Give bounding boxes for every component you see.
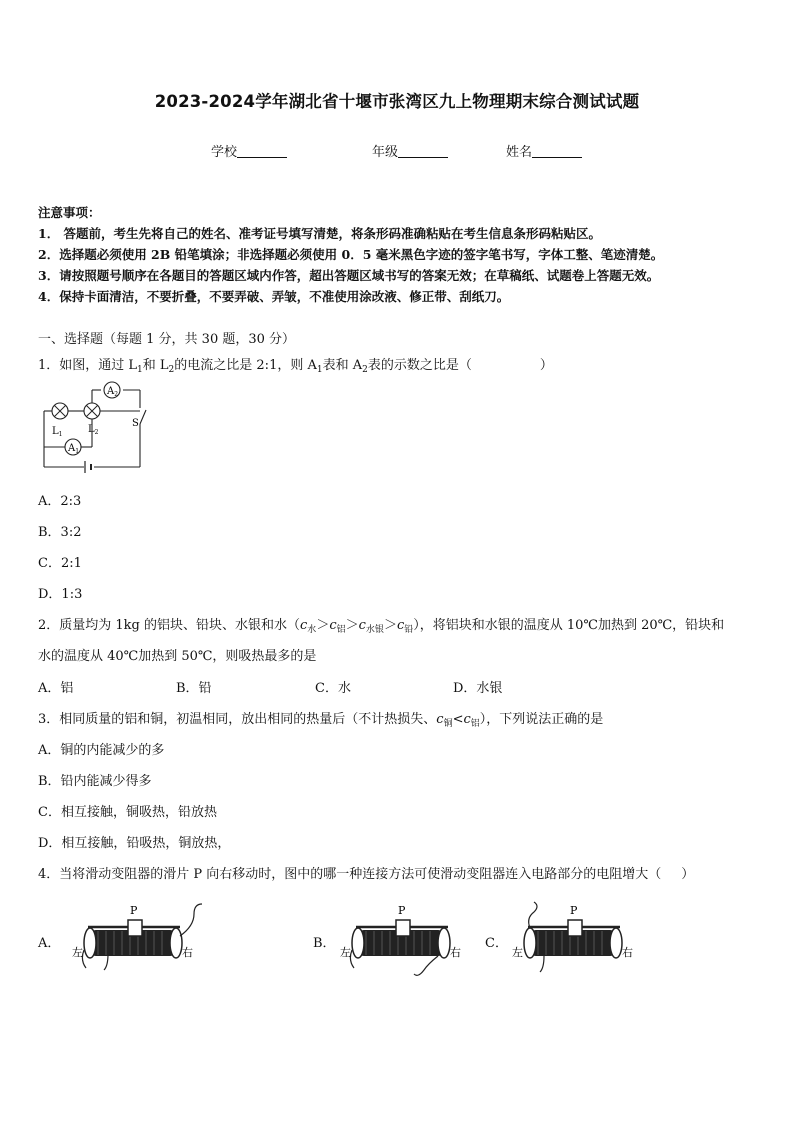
question-2-line-2: 水的温度从 40℃加热到 50℃，则吸热最多的是 (38, 649, 317, 664)
svg-text:P: P (398, 904, 406, 917)
question-1-text: 1．如图，通过 $L_1$和 $L_2$的电流之比是 2:1，则 $A_1$表和 $A_2$表的示数之比是（ ） (38, 358, 553, 375)
switch-icon (140, 410, 146, 424)
rheostat-b-icon (336, 900, 476, 982)
grade-blank[interactable] (398, 145, 448, 158)
q3-option-b[interactable]: B．铅内能减少得多 (38, 774, 152, 789)
svg-text:右: 右 (450, 946, 461, 959)
q2-option-a[interactable]: A．铝 (38, 681, 74, 696)
ammeter-a2-icon (104, 382, 120, 398)
note-item: 1． 答题前，考生先将自己的姓名、准考证号填写清楚，将条形码准确粘贴在考生信息条形码粘贴区。 (38, 226, 602, 241)
q1-option-a[interactable]: A．2:3 (38, 494, 82, 509)
rheostat-a-icon (68, 900, 208, 982)
page-title: 2023-2024学年湖北省十堰市张湾区九上物理期末综合测试试题 (154, 92, 640, 111)
question-2-line-1: 2．质量均为 1kg 的铝块、铅块、水银和水$(c_水>c_铝>c_{水银}>c_铅)$，将铝块和水银的温度从 10℃加热到 20℃，铅块和 (38, 618, 725, 635)
switch-label: S (132, 418, 139, 429)
q1-option-d[interactable]: D．1:3 (38, 587, 83, 602)
school-blank[interactable] (237, 145, 287, 158)
name-label: 姓名 (506, 145, 533, 160)
q2-option-c[interactable]: C．水 (315, 681, 351, 696)
q2-option-b[interactable]: B．铅 (176, 681, 212, 696)
slider-p-label: P (130, 904, 138, 917)
notes-heading: 注意事项： (38, 205, 101, 220)
ammeter-a1-icon (65, 439, 81, 455)
name-blank[interactable] (532, 145, 582, 158)
q4-option-b[interactable]: B． (313, 936, 336, 951)
lamp-l1-label: $L_1$ (52, 426, 63, 438)
battery-icon (85, 461, 91, 473)
question-3-text: 3．相同质量的铝和铜，初温相同，放出相同的热量后（不计热损失、$c_铜<c_铝$），下列说法正确的是 (38, 712, 604, 729)
left-label: 左 (72, 946, 83, 959)
note-item: 2．选择题必须使用 2B 铅笔填涂；非选择题必须使用 0．5 毫米黑色字迹的签字笔书写，字体工整、笔迹清楚。 (38, 247, 664, 262)
lamp-l1-icon (52, 403, 68, 419)
right-label: 右 (182, 946, 193, 959)
lamp-l2-label: $L_2$ (88, 424, 99, 436)
grade-field (372, 141, 448, 160)
svg-text:P: P (570, 904, 578, 917)
question-4-text: 4．当将滑动变阻器的滑片 P 向右移动时，图中的哪一种连接方法可使滑动变阻器连入电路部分的电阻增大（ ） (38, 867, 695, 882)
grade-label: 年级 (372, 145, 399, 160)
school-label: 学校 (211, 145, 238, 160)
q3-option-c[interactable]: C．相互接触，铜吸热，铅放热 (38, 805, 217, 820)
name-field (506, 141, 582, 160)
q1-option-b[interactable]: B．3:2 (38, 525, 82, 540)
rheostat-c-icon (508, 900, 648, 982)
section-heading: 一、选择题（每题 1 分，共 30 题，30 分） (38, 332, 296, 347)
school-field (211, 141, 287, 160)
q4-option-a[interactable]: A． (38, 936, 61, 951)
svg-text:右: 右 (622, 946, 633, 959)
q1-option-c[interactable]: C．2:1 (38, 556, 82, 571)
q3-option-a[interactable]: A．铜的内能减少的多 (38, 743, 165, 758)
circuit-diagram (38, 378, 148, 474)
note-item: 4．保持卡面清洁，不要折叠，不要弄破、弄皱，不准使用涂改液、修正带、刮纸刀。 (38, 289, 510, 304)
q3-option-d[interactable]: D．相互接触，铅吸热，铜放热， (38, 836, 231, 851)
note-item: 3．请按照题号顺序在各题目的答题区域内作答，超出答题区域书写的答案无效；在草稿纸、试题卷上答题无效。 (38, 268, 660, 283)
svg-text:A2: $A_2$ (107, 386, 119, 398)
svg-text:左: 左 (340, 946, 351, 959)
lamp-l2-icon (84, 403, 100, 419)
svg-text:左: 左 (512, 946, 523, 959)
svg-text:A1: $A_1$ (68, 443, 80, 455)
q2-option-d[interactable]: D．水银 (453, 681, 503, 696)
q4-option-c[interactable]: C． (485, 936, 508, 951)
